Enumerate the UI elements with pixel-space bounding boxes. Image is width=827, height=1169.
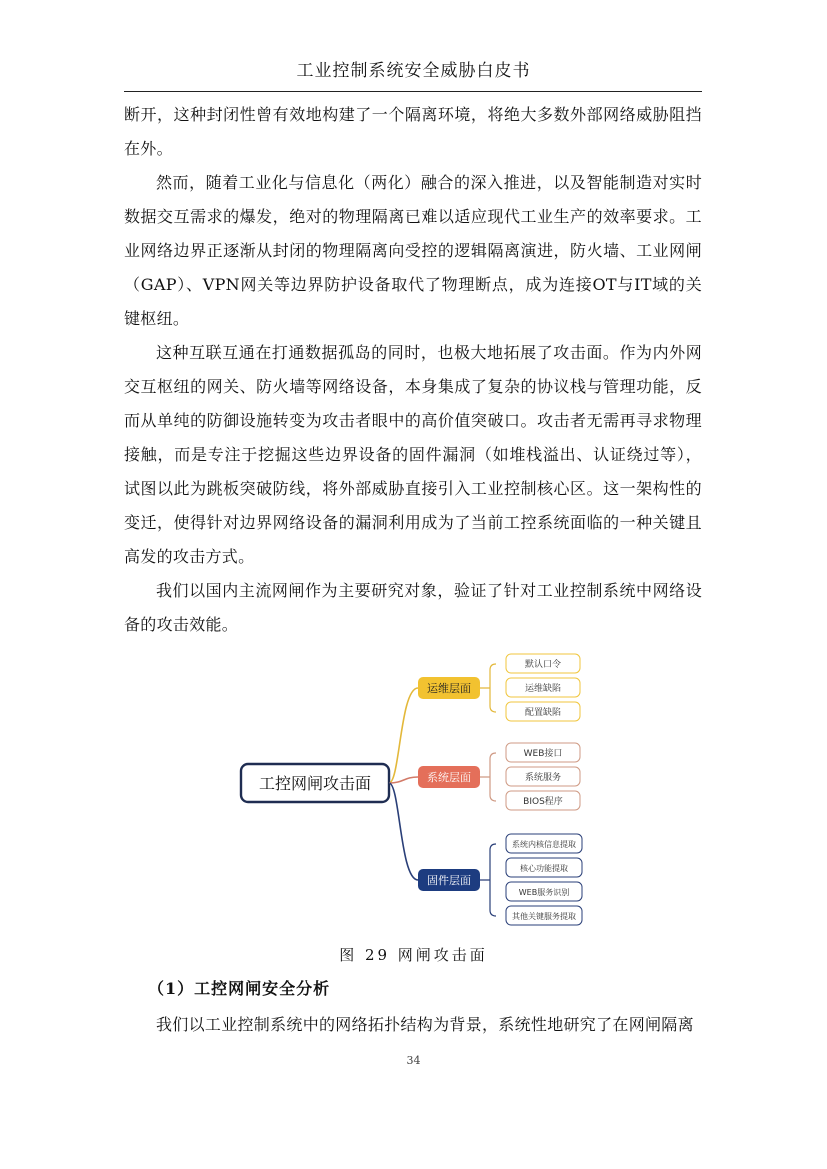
attack-surface-mindmap: [124, 646, 702, 934]
body-text-bottom: [124, 1008, 702, 1042]
ops-item-3: 配置缺陷: [524, 708, 562, 718]
figure-caption: 图 29 网闸攻击面: [339, 946, 488, 964]
sys-item-1: WEB接口: [523, 749, 563, 759]
branch-sys-bracket: [480, 753, 496, 801]
header-rule: [124, 91, 702, 92]
sys-item-3: BIOS程序: [523, 797, 563, 807]
branch-ops-bracket: [480, 664, 496, 712]
fw-item-3: WEB服务识别: [518, 888, 570, 897]
branch-ops: [418, 654, 580, 721]
paragraph-2: 然而，随着工业化与信息化（两化）融合的深入推进，以及智能制造对实时数据交互需求的爆发，绝对的物理隔离已难以适应现代工业生产的效率要求。工业网络边界正逐渐从封闭的物理隔离向受控的逻辑隔离演进，防火墙、工业网闸（GAP）、VPN网关等边界防护设备取代了物理断点，成为连接OT与IT域的关键枢纽。: [124, 173, 702, 328]
page-header-title: 工业控制系统安全威胁白皮书: [296, 61, 531, 81]
branch-fw: [418, 834, 582, 925]
paragraph-1: 断开，这种封闭性曾有效地构建了一个隔离环境，将绝大多数外部网络威胁阻挡在外。: [124, 105, 702, 158]
section-heading: （1）工控网闸安全分析: [148, 979, 331, 998]
fw-item-1: 系统内核信息提取: [512, 840, 576, 849]
page-number: 34: [406, 1054, 421, 1067]
fw-item-4: 其他关键服务提取: [512, 912, 576, 921]
ops-item-2: 运维缺陷: [524, 684, 562, 694]
branch-sys: [418, 743, 580, 810]
branch-ops-label: 运维层面: [427, 682, 471, 695]
connector-fw: [389, 783, 418, 880]
fw-item-2: 核心功能提取: [520, 864, 568, 873]
branch-sys-label: 系统层面: [427, 771, 471, 784]
sys-item-2: 系统服务: [524, 773, 562, 783]
paragraph-4: 我们以国内主流网闸作为主要研究对象，验证了针对工业控制系统中网络设备的攻击效能。: [124, 581, 702, 634]
ops-item-1: 默认口令: [524, 660, 562, 670]
branch-fw-label: 固件层面: [427, 874, 471, 887]
mindmap-root-label: 工控网闸攻击面: [258, 774, 372, 793]
connector-ops: [389, 688, 418, 783]
paragraph-5: 我们以工业控制系统中的网络拓扑结构为背景，系统性地研究了在网闸隔离: [156, 1015, 694, 1034]
body-text-top: [124, 98, 702, 642]
paragraph-3: 这种互联互通在打通数据孤岛的同时，也极大地拓展了攻击面。作为内外网交互枢纽的网关、防火墙等网络设备，本身集成了复杂的协议栈与管理功能，反而从单纯的防御设施转变为攻击者眼中的高价值突破口。攻击者无需再寻求物理接触，而是专注于挖掘这些边界设备的固件漏洞（如堆栈溢出、认证绕过等），试图以此为跳板突破防线，将外部威胁直接引入工业控制核心区。这一架构性的变迁，使得针对边界网络设备的漏洞利用成为了当前工控系统面临的一种关键且高发的攻击方式。: [124, 343, 702, 566]
branch-fw-bracket: [480, 844, 496, 916]
